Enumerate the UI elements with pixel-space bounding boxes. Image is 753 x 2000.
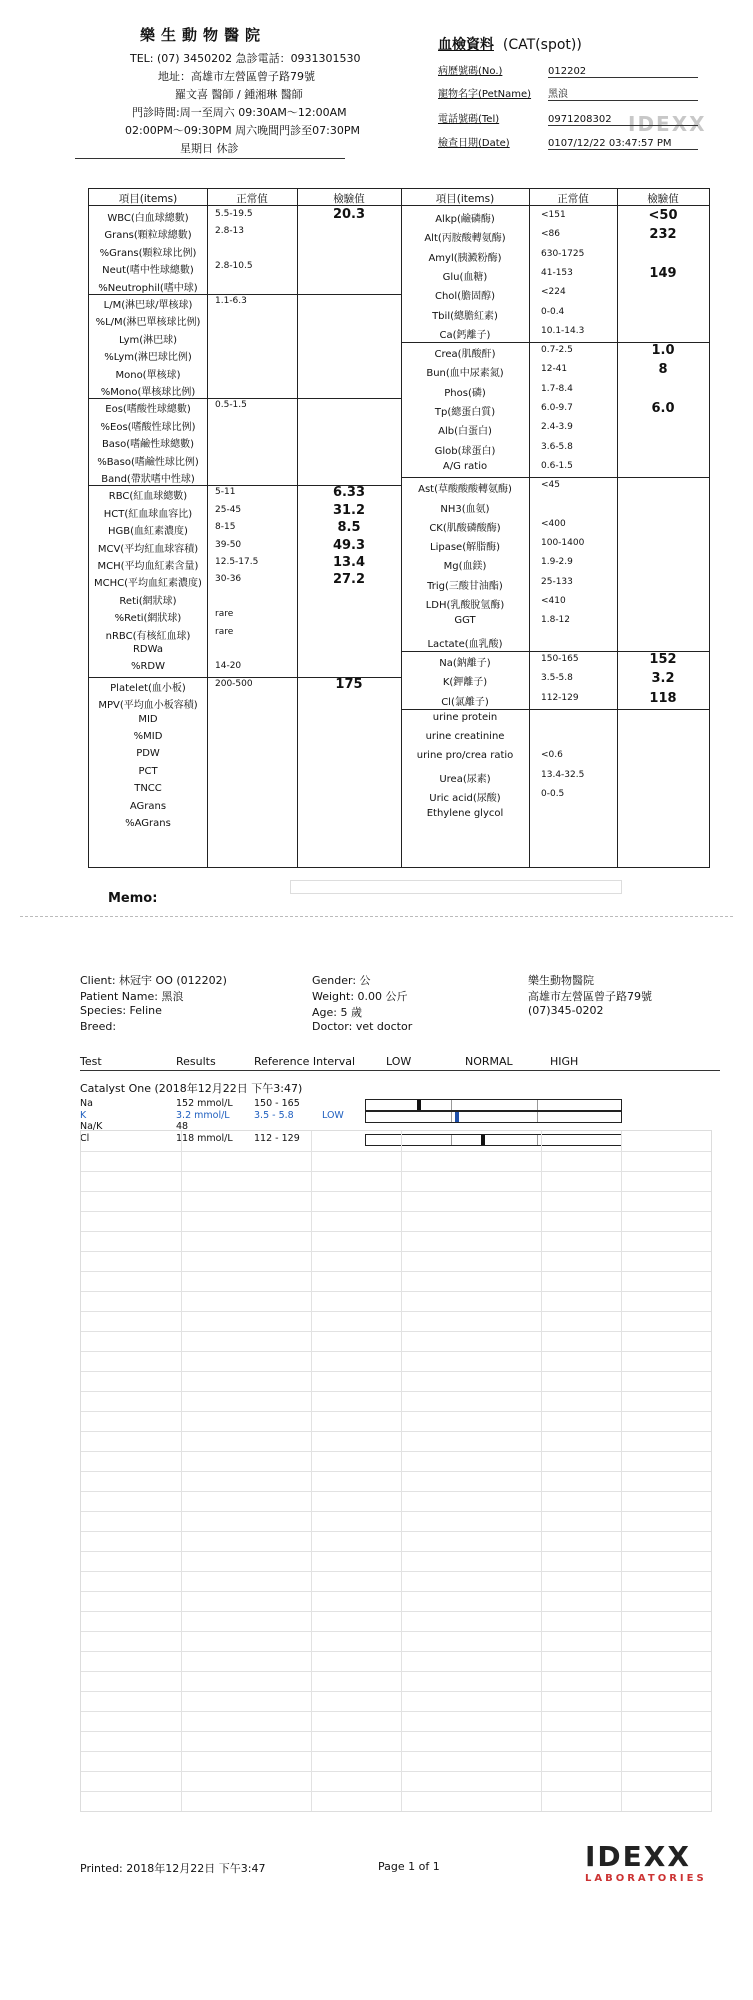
faded-row-line [81,1391,711,1392]
col-header-item-left: 項目(items) [118,193,178,205]
faded-row-line [81,1231,711,1232]
left-row-name: L/M(淋巴球/單核球) [103,300,193,311]
left-row-name: %Grans(顆粒球比例) [99,247,197,259]
faded-row-line [81,1731,711,1732]
faded-row-line [81,1451,711,1452]
report-row-range-bar [365,1111,622,1123]
right-row-val: <50 [648,208,678,223]
left-row-name: MCV(平均紅血球容積) [97,543,199,555]
right-row-name: urine creatinine [425,731,505,743]
left-row-ref: 30-36 [215,574,242,585]
left-row-val: 20.3 [332,207,366,222]
left-row-val: 13.4 [332,555,366,570]
left-row-ref: 0.5-1.5 [215,400,247,411]
faded-row-line [81,1551,711,1552]
right-row-ref: <45 [541,480,560,491]
right-row-ref: 12-41 [541,364,568,375]
report-row-normal-zone [451,1100,538,1110]
right-row-ref: 25-133 [541,576,573,587]
report-row-result: 48 [176,1121,189,1132]
printed-date: Printed: 2018年12月22日 下午3:47 [80,1862,266,1875]
right-row-ref: 10.1-14.3 [541,325,585,336]
faded-row-line [81,1271,711,1272]
right-group-divider [401,477,709,478]
report-species: Species: Feline [80,1004,162,1017]
right-row-name: Alb(白蛋白) [438,426,492,438]
right-row-ref: 112-129 [541,692,579,703]
page-tear-line [20,916,733,917]
right-row-ref: 150-165 [541,653,579,664]
left-row-ref: 5.5-19.5 [215,209,253,219]
report-patient: Patient Name: 黑浪 [80,990,184,1003]
left-row-name: MID [138,713,158,725]
faded-row-line [81,1791,711,1792]
right-row-val: 1.0 [651,343,675,359]
right-row-ref: <224 [541,287,566,298]
left-row-name: MCH(平均血紅素含量) [97,561,199,572]
right-row-name: Bun(血中尿素氮) [426,368,504,380]
col-header-normal-left: 正常值 [236,193,268,205]
left-row-name: RDWa [132,644,164,655]
left-row-name: %RDW [130,661,166,673]
report-row-flag: LOW [322,1109,344,1121]
left-row-name: MPV(平均血小板容積) [98,700,198,712]
right-row-name: LDH(乳酸脫氫酶) [425,600,505,611]
ghost-brand: IDEXX [628,112,707,136]
col-reference: Reference Interval [254,1055,356,1068]
left-row-val: 27.2 [332,572,366,588]
right-row-name: Tp(總蛋白質) [434,407,496,418]
left-row-name: HCT(紅血球血容比) [103,508,193,520]
report-weight: Weight: 0.00 公斤 [312,990,408,1003]
right-row-name: urine pro/crea ratio [416,750,514,762]
right-group-divider [401,709,709,710]
col-high: HIGH [550,1055,579,1068]
left-row-name: Mono(單核球) [115,369,181,381]
right-row-ref: 3.6-5.8 [541,441,573,452]
report-age: Age: 5 歲 [312,1006,362,1019]
faded-row-line [81,1651,711,1652]
clinic-closed: 星期日 休診 [180,142,239,155]
right-row-name: Trig(三酸甘油酯) [427,580,503,592]
left-row-name: Eos(嗜酸性球總數) [105,404,191,416]
right-row-name: Chol(膽固醇) [434,291,496,303]
header-divider [75,158,345,159]
right-row-name: Uric acid(尿酸) [429,793,501,804]
left-group-divider [89,398,401,399]
page-number: Page 1 of 1 [378,1860,440,1873]
left-row-name: PCT [138,765,158,777]
right-row-ref: <0.6 [541,750,563,761]
right-row-ref: <86 [541,229,560,240]
right-row-val: 3.2 [651,671,675,687]
faded-row-line [81,1531,711,1532]
report-row-normal-zone [451,1112,538,1122]
faded-row-line [81,1631,711,1632]
left-row-name: Platelet(血小板) [110,682,186,694]
idexx-logo-text: IDEXX [585,1840,691,1873]
report-row-reference: 150 - 165 [254,1098,300,1109]
right-row-val: 118 [649,690,677,706]
record-title: 血檢資料 (CAT(spot)) [438,37,582,53]
report-gender: Gender: 公 [312,974,371,987]
right-row-ref: 0.7-2.5 [541,345,573,356]
right-row-ref: <400 [541,518,566,529]
report-client: Client: 林冠宇 OO (012202) [80,974,227,987]
left-row-ref: rare [215,626,234,637]
col-header-result-left: 檢驗值 [333,193,365,205]
left-row-ref: rare [215,609,234,620]
col-low: LOW [386,1055,412,1068]
left-row-ref: 2.8-10.5 [215,261,253,272]
right-row-name: Ca(鈣離子) [439,329,491,341]
right-row-name: Na(鈉離子) [439,657,491,669]
faded-row-line [81,1571,711,1572]
left-row-name: %Lym(淋巴球比例) [104,352,192,364]
col-header-item-right: 項目(items) [435,193,495,205]
left-row-name: Lym(淋巴球) [118,334,178,346]
left-row-name: %MID [133,731,163,742]
left-row-ref: 2.8-13 [215,226,245,237]
clinic-hours-2: 02:00PM～09:30PM 周六晚間門診至07:30PM [125,124,360,137]
right-row-name: CK(肌酸磷酸酶) [429,522,501,534]
left-row-name: TNCC [134,783,162,795]
left-row-name: nRBC(有核紅血球) [105,630,191,642]
right-row-name: GGT [454,615,476,627]
left-row-name: %Neutrophil(嗜中球) [98,282,198,294]
right-row-name: A/G ratio [442,460,488,472]
col-test: Test [80,1055,102,1068]
right-row-ref: 100-1400 [541,538,585,549]
report-row-result: 118 mmol/L [176,1132,233,1144]
right-row-name: Urea(尿素) [439,773,491,785]
report-row-reference: 112 - 129 [254,1132,300,1144]
left-row-val: 49.3 [332,537,366,553]
left-group-divider [89,485,401,486]
left-row-ref: 14-20 [215,661,242,672]
report-row-test: K [80,1109,87,1121]
report-clinic-address: 高雄市左營區曾子路79號 [528,990,652,1003]
record-field-date: 檢查日期(Date) 0107/12/22 03:47:57 PM [438,134,698,150]
left-row-name: HGB(血紅素濃度) [108,526,188,538]
report-row-result: 152 mmol/L [176,1098,233,1109]
col-header-normal-right: 正常值 [557,193,589,205]
right-row-name: Ast(草酸酸酸轉氨酶) [418,484,512,496]
left-row-name: Band(帶狀嗜中性球) [101,474,195,485]
right-row-name: Tbil(總膽紅素) [432,310,498,322]
right-row-ref: 0.6-1.5 [541,460,573,471]
report-row-range-bar [365,1099,622,1111]
report-row-test: Cl [80,1132,90,1144]
left-row-val: 8.5 [337,520,361,536]
clinic-name: 樂生動物醫院 [140,26,267,44]
right-row-val: 232 [649,227,677,243]
left-row-ref: 200-500 [215,678,253,689]
left-row-name: %L/M(淋巴單核球比例) [95,317,201,329]
right-row-name: Mg(血鎂) [443,561,487,573]
left-row-name: Grans(顆粒球總數) [104,230,192,242]
right-row-name: NH3(血氨) [440,503,490,515]
right-row-ref: 1.8-12 [541,615,571,626]
faded-row-line [81,1691,711,1692]
faded-row-line [81,1351,711,1352]
left-row-val: 175 [335,676,363,692]
clinic-doctors: 羅文喜 醫師 / 鍾湘琳 醫師 [175,88,303,101]
report-clinic-name: 樂生動物醫院 [528,974,594,987]
left-row-name: MCHC(平均血紅素濃度) [94,578,202,590]
faded-row-line [81,1311,711,1312]
left-row-name: Neut(嗜中性球總數) [102,265,194,277]
clinic-address: 地址：高雄市左營區曾子路79號 [158,70,315,83]
right-group-divider [401,651,709,652]
clinic-hours-1: 門診時間:周一至周六 09:30AM～12:00AM [132,106,347,119]
right-row-name: Alt(丙胺酸轉氨酶) [424,233,506,245]
right-row-name: Phos(磷) [444,387,486,399]
right-row-name: Alkp(鹼磷酶) [435,214,495,225]
left-group-divider [89,294,401,295]
idexx-logo [585,1840,707,1884]
record-field-petname: 寵物名字(PetName) 黑浪 [438,85,698,101]
report-section-title: Catalyst One (2018年12月22日 下午3:47) [80,1082,303,1095]
left-row-name: AGrans [129,800,167,812]
right-row-ref: 41-153 [541,267,573,278]
report-breed: Breed: [80,1020,117,1033]
right-row-val: 8 [658,362,668,378]
left-row-name: PDW [136,748,160,760]
left-row-name: %Mono(單核球比例) [100,387,196,398]
faded-row-line [81,1171,711,1172]
right-row-name: Lactate(血乳酸) [427,638,503,650]
report-row-result: 3.2 mmol/L [176,1109,230,1121]
right-row-val: 6.0 [651,401,675,416]
right-row-ref: 3.5-5.8 [541,673,573,684]
right-row-name: Ethylene glycol [426,808,504,820]
blood-results-table [88,188,710,868]
report-clinic-tel: (07)345-0202 [528,1004,604,1017]
right-group-divider [401,342,709,343]
idexx-logo-sub: LABORATORIES [585,1873,707,1884]
right-row-ref: 1.7-8.4 [541,383,573,394]
faded-row-line [81,1671,711,1672]
right-row-name: Cl(氯離子) [441,696,489,708]
right-row-ref: 0-0.4 [541,306,565,317]
right-row-ref: 0-0.5 [541,789,565,799]
report-row-test: Na [80,1098,93,1109]
right-row-ref: <410 [541,596,566,606]
faded-row-line [81,1291,711,1292]
faded-row-line [81,1211,711,1212]
left-row-name: RBC(紅血球總數) [108,491,188,503]
faded-row-line [81,1751,711,1752]
right-row-ref: 1.9-2.9 [541,557,573,568]
left-row-name: %Reti(網狀球) [114,613,182,625]
right-row-ref: 630-1725 [541,248,585,259]
left-row-ref: 1.1-6.3 [215,296,247,306]
faded-row-line [81,1151,711,1152]
right-row-name: K(鉀離子) [442,677,488,689]
faded-row-line [81,1591,711,1592]
left-row-name: %Eos(嗜酸性球比例) [100,421,196,433]
report-header-divider [80,1070,720,1071]
right-row-name: Glob(球蛋白) [434,445,496,457]
memo-label: Memo: [108,891,158,906]
left-row-name: WBC(白血球總數) [107,213,189,224]
col-header-result-right: 檢驗值 [647,193,679,205]
faded-row-line [81,1611,711,1612]
left-row-ref: 5-11 [215,487,236,498]
right-row-ref: 2.4-3.9 [541,422,573,433]
right-row-name: Amyl(胰澱粉酶) [428,252,502,264]
faded-row-line [81,1331,711,1332]
right-row-name: Glu(血糖) [442,271,488,283]
right-row-ref: 6.0-9.7 [541,403,573,413]
faded-row-line [81,1771,711,1772]
right-row-ref: 13.4-32.5 [541,769,585,780]
col-normal: NORMAL [465,1055,513,1068]
right-row-val: 152 [649,651,677,667]
clinic-tel: TEL: (07) 3450202 急診電話：0931301530 [130,52,361,65]
left-group-divider [89,677,401,678]
faded-row-line [81,1711,711,1712]
faded-row-line [81,1191,711,1192]
right-row-name: Lipase(解脂酶) [430,542,500,554]
left-row-ref: 39-50 [215,539,242,550]
faded-row-line [81,1511,711,1512]
faded-bar [290,880,622,894]
report-row-range-marker [417,1100,421,1110]
left-row-ref: 12.5-17.5 [215,557,259,567]
record-field-tel: 電話號碼(Tel) 0971208302 [438,110,698,126]
left-row-name: Baso(嗜鹼性球總數) [101,439,195,451]
faded-row-line [81,1491,711,1492]
col-results: Results [176,1055,216,1068]
left-row-name: %Baso(嗜鹼性球比例) [97,456,199,468]
left-row-val: 6.33 [332,485,366,501]
report-row-test: Na/K [80,1121,103,1132]
faded-row-line [81,1251,711,1252]
left-row-ref: 25-45 [215,504,242,515]
right-row-ref: <151 [541,210,566,220]
left-row-val: 31.2 [332,502,366,518]
left-row-name: %AGrans [125,818,171,829]
report-doctor: Doctor: vet doctor [312,1020,413,1033]
faded-row-line [81,1431,711,1432]
right-row-val: 149 [649,265,677,281]
right-row-name: Crea(肌酸酐) [434,349,496,361]
faded-row-line [81,1471,711,1472]
record-field-no: 病歷號碼(No.) 012202 [438,62,698,78]
left-row-ref: 8-15 [215,522,236,533]
left-row-name: Reti(網狀球) [119,595,177,607]
report-row-reference: 3.5 - 5.8 [254,1109,294,1121]
faded-row-line [81,1371,711,1372]
right-row-name: urine protein [432,711,498,723]
faded-row-line [81,1411,711,1412]
faded-bleedthrough-table [80,1130,712,1812]
